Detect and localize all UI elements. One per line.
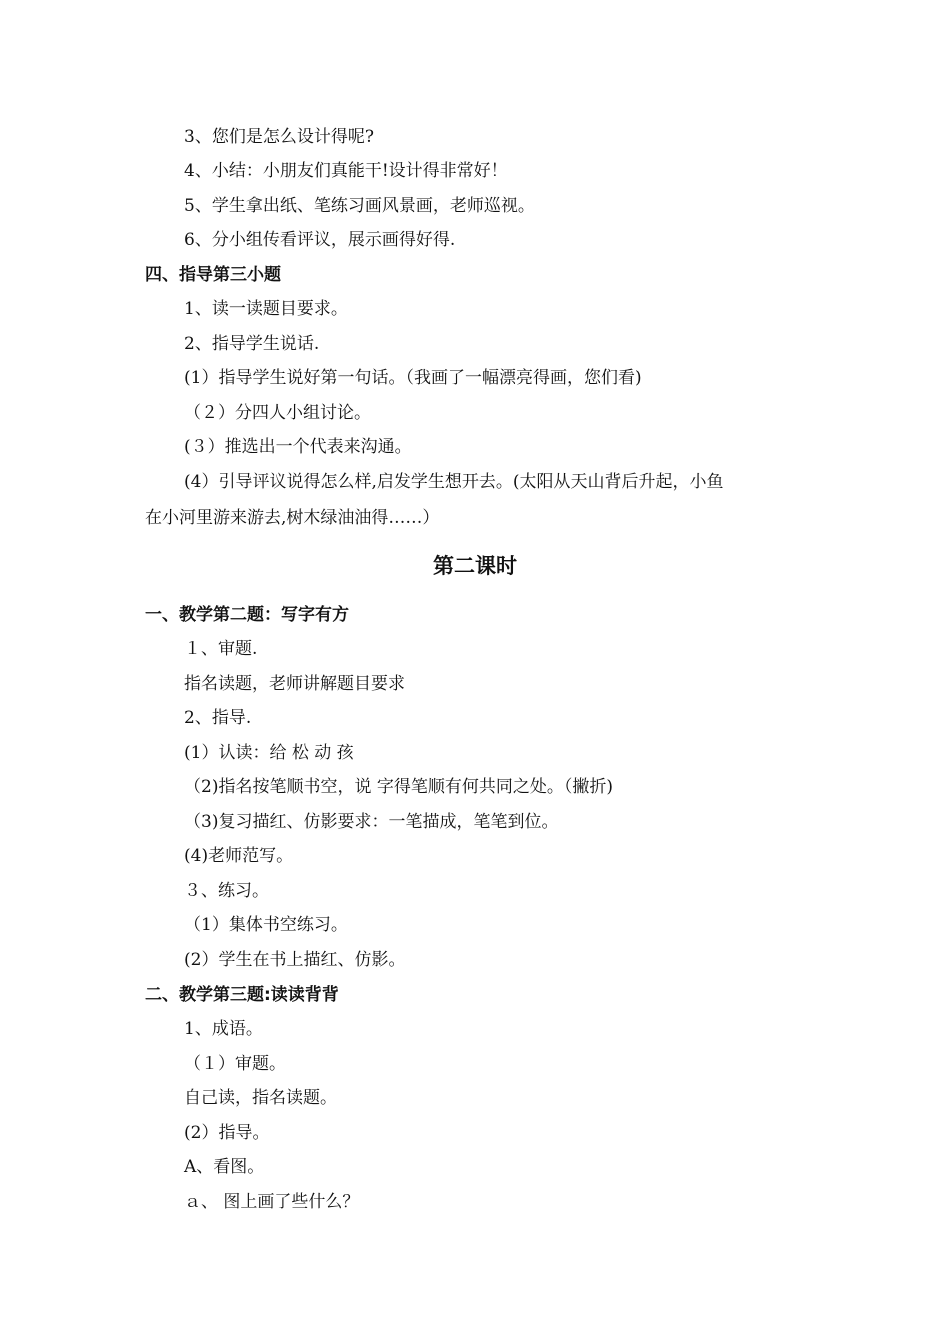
section-heading-two: 二、教学第三题:读读背背 [145,985,339,1005]
section-one-step-1-detail: 指名读题，老师讲解题目要求 [184,674,405,694]
section-four-substep-1: (1）指导学生说好第一句话。（我画了一幅漂亮得画，您们看) [184,368,642,388]
section-one-substep-3: （3)复习描红、仿影要求：一笔描成，笔笔到位。 [184,812,559,832]
section-one-substep-4: (4)老师范写。 [184,846,294,866]
lesson-title: 第二课时 [433,554,517,578]
section-two-substep-1-detail: 自己读，指名读题。 [184,1088,337,1108]
section-four-substep-4: (4）引导评议说得怎么样,启发学生想开去。(太阳从天山背后升起，小鱼 [184,472,724,492]
section-four-substep-4-continuation: 在小河里游来游去,树木绿油油得……） [145,508,440,528]
section-heading-four: 四、指导第三小题 [145,265,281,285]
section-one-practice-1: （1）集体书空练习。 [184,915,348,935]
section-two-step-1: 1、成语。 [184,1019,263,1039]
step-5-text: 5、学生拿出纸、笔练习画风景画，老师巡视。 [184,196,535,216]
section-one-practice-2: (2）学生在书上描红、仿影。 [184,950,406,970]
section-two-substep-2: (2）指导。 [184,1123,270,1143]
section-two-item-a-question: ａ、 图上画了些什么？ [184,1192,360,1212]
section-one-substep-2: （2)指名按笔顺书空，说 字得笔顺有何共同之处。（撇折) [184,777,613,797]
section-two-substep-1: （１）审题。 [184,1054,286,1074]
section-four-substep-3: (３）推选出一个代表来沟通。 [184,437,412,457]
section-four-step-2: 2、指导学生说话. [184,334,320,354]
section-one-step-1: １、审题. [184,639,258,659]
section-heading-one: 一、教学第二题：写字有方 [145,605,349,625]
section-one-substep-1: (1）认读：给 松 动 孩 [184,743,354,763]
section-four-step-1: 1、读一读题目要求。 [184,299,348,319]
step-6-text: 6、分小组传看评议，展示画得好得. [184,230,456,250]
section-one-step-3: ３、练习。 [184,881,269,901]
section-four-substep-2: （２）分四人小组讨论。 [184,403,371,423]
section-one-step-2: 2、指导. [184,708,252,728]
section-two-item-a: A、看图。 [184,1157,265,1177]
step-4-summary-text: 4、小结：小朋友们真能干!设计得非常好！ [184,161,508,181]
step-3-text: 3、您们是怎么设计得呢? [184,127,374,147]
